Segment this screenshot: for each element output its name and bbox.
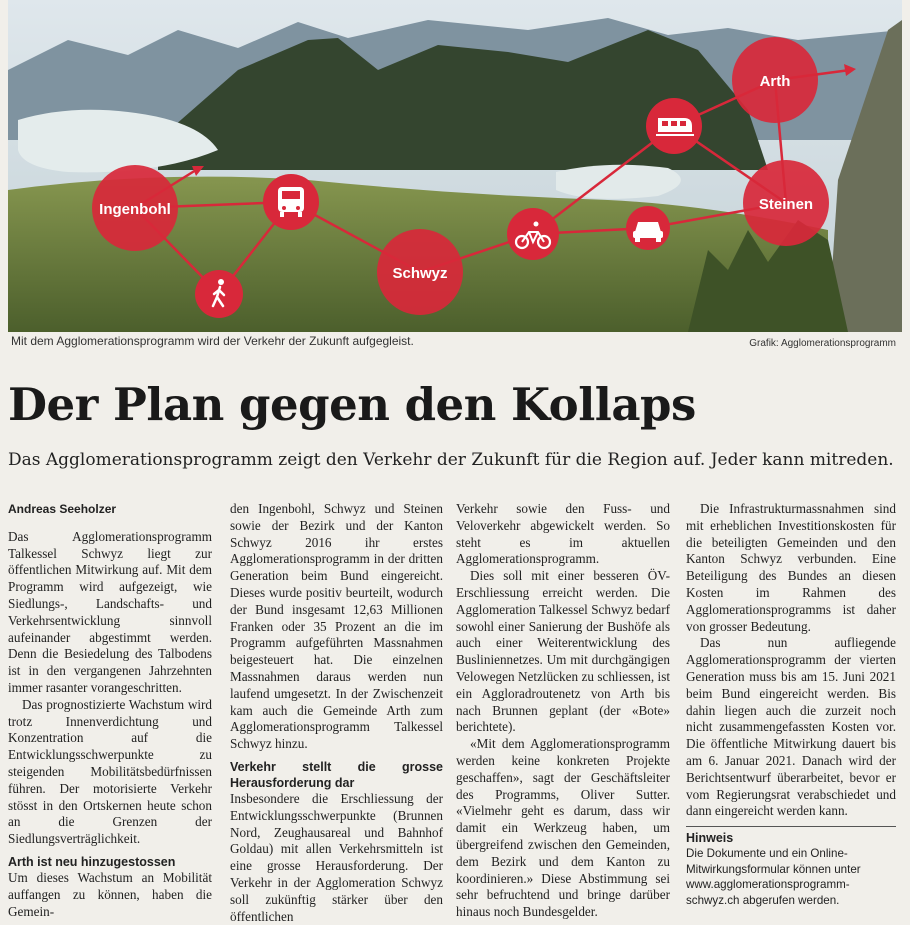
node-steinen: Steinen: [758, 196, 814, 213]
train-icon: [646, 98, 702, 154]
subheading: Verkehr stellt die grosse Herausforderung dar: [230, 759, 443, 790]
hinweis-title: Hinweis: [686, 831, 734, 846]
paragraph: Das nun aufliegende Agglomerationsprogramm der vierten Generation muss bis am 15. Juni 2021 beim Bund eingereicht werden. Bis dahin liegen auch die zurzeit noch nicht zusammengefassten Kosten vor. Die öffentliche Mitwirkung dauert bis am 6. Januar 2021. Danach wird der Berichtsentwurf überarbeitet, bevor er vom Regierungsrat verabschiedet und dann eingereicht werden kann.: [686, 635, 896, 819]
subheading: Arth ist neu hinzugestossen: [8, 854, 176, 869]
paragraph: Verkehr sowie den Fuss- und Veloverkehr abgewickelt werden. So steht es im aktuellen Agglomerationsprogramm.: [456, 501, 670, 567]
pedestrian-icon: [195, 270, 243, 318]
node-arth: Arth: [759, 73, 791, 90]
paragraph: Das Agglomerationsprogramm Talkessel Schwyz liegt zur öffentlichen Mitwirkung auf. Mit dem Programm wird aufgezeigt, wie Siedlungs-, Landschafts- und Verkehrsentwicklung sinnvoll aufeinander abgestimmt werden. Denn die Besiedelung des Talbodens ist in den vergangenen Jahrzehnten immer rasanter vorangeschritten.: [8, 528, 212, 695]
hinweis-box: [686, 826, 896, 908]
node-ingenbohl: Ingenbohl: [99, 201, 171, 218]
paragraph: Insbesondere die Erschliessung der Entwicklungsschwerpunkte (Brunnen Nord, Zeughausareal und Bahnhof Goldau) mit allen Verkehrsmitteln ist eine grosse Herausforderung. Der Verkehr in der Agglomeration Schwyz soll zukünftig stärker über den öffentlichen: [230, 790, 443, 924]
author-byline: Andreas Seeholzer: [8, 502, 117, 516]
node-schwyz: Schwyz: [392, 265, 448, 282]
paragraph: Das prognostizierte Wachstum wird trotz Innenverdichtung und Konzentration auf die Entwicklungsschwerpunkte zu steigenden Mobilitätsbedürfnissen führen. Der motorisierte Verkehr stösst in den Ortskernen heute schon an die Grenzen der Siedlungsverträglichkeit.: [8, 696, 212, 847]
article-column-3: [456, 501, 670, 921]
paragraph: Die Infrastrukturmassnahmen sind mit erheblichen Investitionskosten für die beteiligten Gemeinden und den Kanton Schwyz verbunden. Eine Beteiligung des Bundes an diesen Kosten im Rahmen des Agglomerationsprogramms ist daher von grosser Bedeutung.: [686, 501, 896, 634]
paragraph: Um dieses Wachstum an Mobilität auffangen zu können, haben die Gemein-: [8, 869, 212, 919]
paragraph: den Ingenbohl, Schwyz und Steinen sowie der Bezirk und der Kanton Schwyz 2016 ihr erstes Agglomerationsprogramm in der dritten Generation beim Bund eingereicht. Dieses wurde positiv beurteilt, wodurch der Bund insgesamt 12,63 Millionen Franken oder 35 Prozent an die im Programm aufgeführten Massnahmen beigesteuert hat. Die einzelnen Massnahmen daraus werden nun laufend umgesetzt. In der Zwischenzeit kam auch die Gemeinde Arth zum Agglomerationsprogramm Talkessel Schwyz hinzu.: [230, 501, 443, 752]
car-icon: [626, 206, 670, 250]
bus-icon: [263, 174, 319, 230]
image-credit: Grafik: Agglomerationsprogramm: [749, 338, 896, 349]
article-column-1: [8, 501, 212, 920]
subheadline: Das Agglomerationsprogramm zeigt den Verkehr der Zukunft für die Region auf. Jeder kann mitreden.: [8, 450, 894, 470]
paragraph: Dies soll mit einer besseren ÖV-Erschliessung erreicht werden. Die Agglomeration Talkessel Schwyz bedarf sowohl einer Sanierung der Bushöfe als auch einer Weiterentwicklung des Busliniennetzes. Um mit durchgängigen Velowegen Netzlücken zu schliessen, ist ein Aggloradroutenetz von Arth bis nach Brunnen geplant (der «Bote» berichtete).: [456, 568, 670, 735]
bicycle-icon: [507, 208, 559, 260]
article-column-2: [230, 501, 443, 925]
paragraph: «Mit dem Agglomerationsprogramm werden keine konkreten Projekte geschaffen», sagt der Geschäftsleiter des Programms, Oliver Sutter. «Vielmehr geht es darum, dass wir damit ein Werkzeug haben, um übergreifend zwischen den Gemeinden, dem Bezirk und dem Kanton zu koordinieren.» Diese Abstimmung sei sehr befruchtend und bringe darüber hinaus noch Bundesgelder.: [456, 736, 670, 920]
article-column-4: [686, 501, 896, 908]
headline: Der Plan gegen den Kollaps: [8, 378, 696, 431]
image-caption: Mit dem Agglomerationsprogramm wird der Verkehr der Zukunft aufgegleist.: [11, 334, 414, 348]
infographic: [8, 0, 902, 332]
hinweis-text: Die Dokumente und ein Online-Mitwirkungsformular können unter www.agglomerationsprogramm-schwyz.ch abgerufen werden.: [686, 847, 861, 907]
